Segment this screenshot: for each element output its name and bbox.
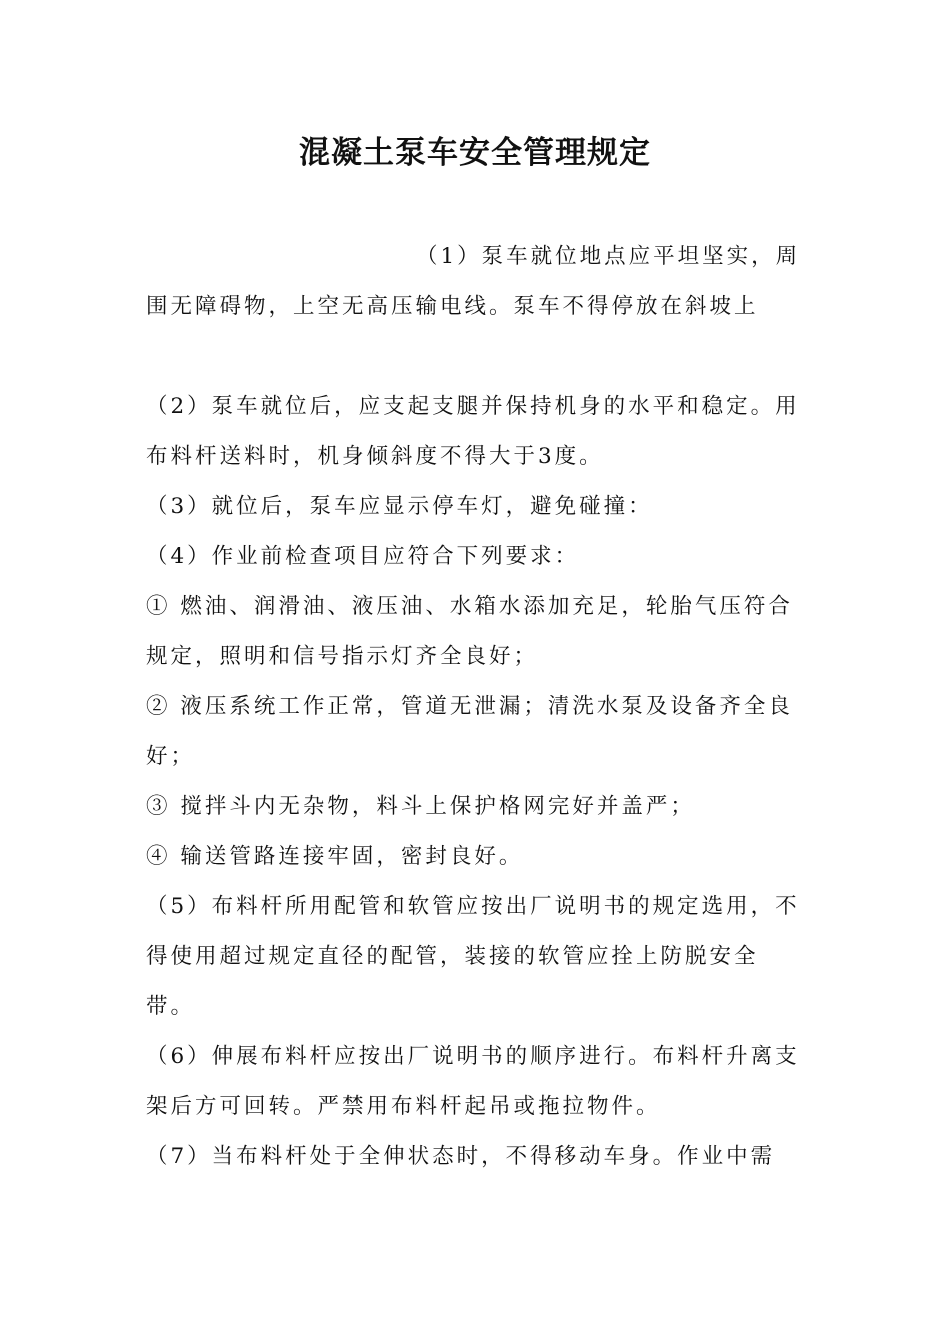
paragraph-7: （7）当布料杆处于全伸状态时，不得移动车身。作业中需 [146,1144,776,1169]
paragraph-1: （1）泵车就位地点应平坦坚实，周围无障碍物，上空无高压输电线。泵车不得停放在斜坡上 [146,244,801,319]
paragraph-6: （6）伸展布料杆应按出厂说明书的顺序进行。布料杆升离支架后方可回转。严禁用布料杆起吊或拖拉物件。 [146,1044,800,1119]
document-body [146,232,806,1182]
paragraph-5: （5）布料杆所用配管和软管应按出厂说明书的规定选用，不得使用超过规定直径的配管，装接的软管应拴上防脱安全带。 [146,894,800,1019]
paragraph-4: （4）作业前检查项目应符合下列要求： [146,544,580,569]
list-item-4: ④ 输送管路连接牢固，密封良好。 [146,844,524,869]
list-item-3: ③ 搅拌斗内无杂物，料斗上保护格网完好并盖严； [146,794,695,819]
list-item-1: ① 燃油、润滑油、液压油、水箱水添加充足，轮胎气压符合规定，照明和信号指示灯齐全良好； [146,594,793,669]
paragraph-3: （3）就位后，泵车应显示停车灯，避免碰撞： [146,494,653,519]
document-title: 混凝土泵车安全管理规定 [299,135,651,171]
list-item-2: ② 液压系统工作正常，管道无泄漏；清洗水泵及设备齐全良好； [146,694,793,769]
paragraph-2: （2）泵车就位后，应支起支腿并保持机身的水平和稳定。用布料杆送料时，机身倾斜度不得大于3度。 [146,394,800,469]
paragraph-spacer [146,332,806,382]
